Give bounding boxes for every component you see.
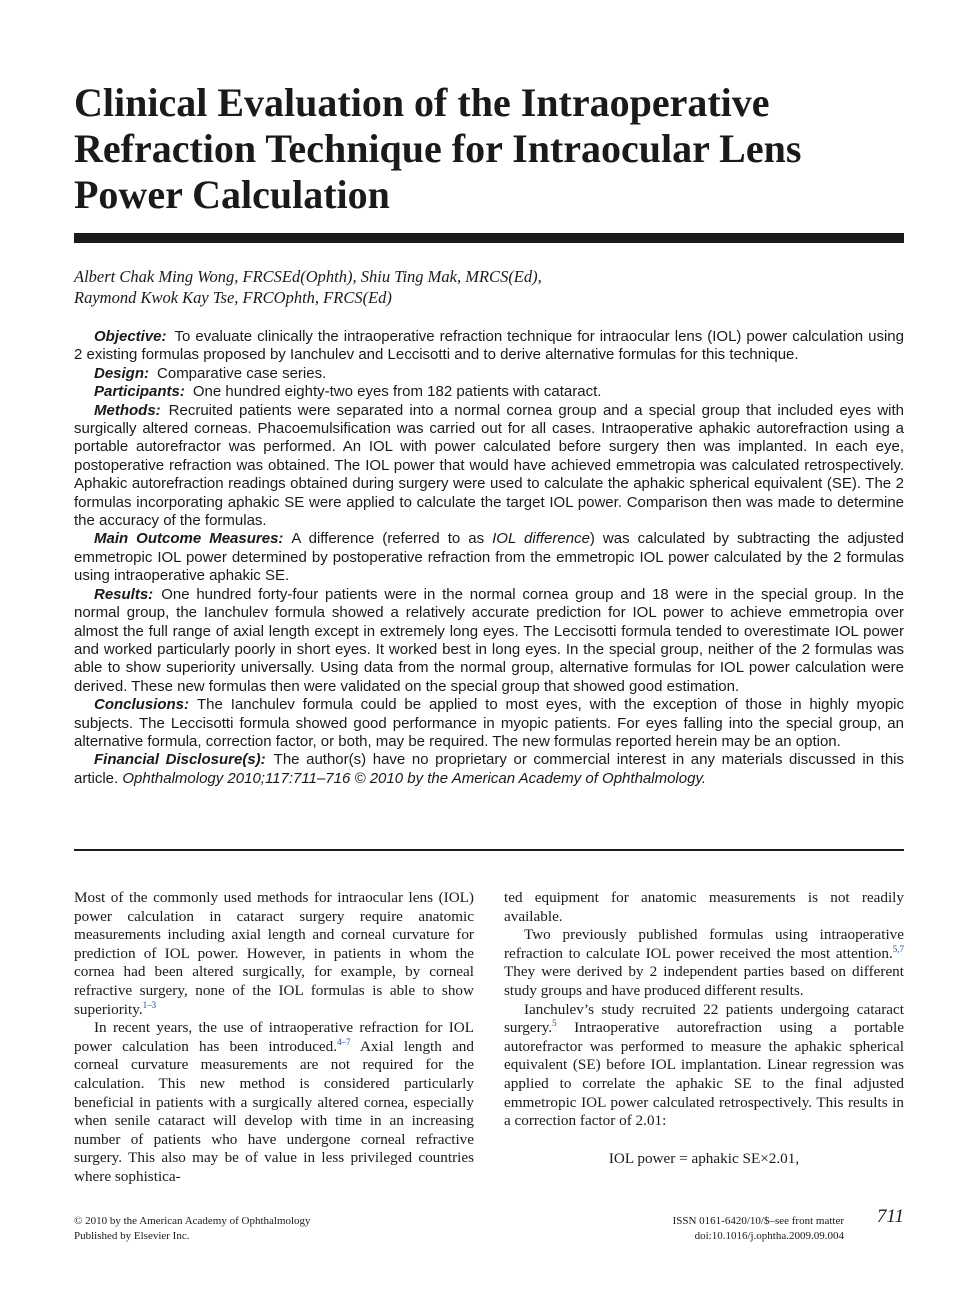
- copyright-line: © 2010 by the American Academy of Ophthalmology: [74, 1215, 311, 1227]
- body-paragraph: [74, 889, 474, 1019]
- paragraph-text: Two previously published formulas using intraoperative refraction to calculate IOL power received the most attention.: [504, 926, 904, 962]
- reference-link[interactable]: 5,7: [892, 943, 904, 954]
- journal-citation: Ophthalmology 2010;117:711–716 © 2010 by the American Academy of Ophthalmology.: [122, 769, 706, 787]
- publisher-line: Published by Elsevier Inc.: [74, 1230, 190, 1242]
- abstract-design: [74, 365, 904, 383]
- abstract-disclosure: [74, 751, 904, 788]
- section-label: Conclusions:: [94, 696, 190, 714]
- abstract: [74, 328, 904, 788]
- paragraph-text: Axial length and corneal curvature measurements are not required for the calculation. This new method is considered particularly beneficial in patients with a surgically altered cornea, especially when senile cataract will develop with time in an increasing number of patients who have undergone corneal refractive surgery. This also may be of value in less privileged countries where sophistica-: [74, 1037, 474, 1185]
- abstract-participants: [74, 383, 904, 401]
- author-list: [74, 266, 904, 308]
- section-label: Financial Disclosure(s):: [94, 751, 266, 769]
- body-paragraph: [74, 1019, 474, 1186]
- paragraph-text: ted equipment for anatomic measurements is not readily available.: [504, 889, 904, 925]
- title-rule: [74, 233, 904, 243]
- abstract-results: [74, 586, 904, 696]
- section-label: Main Outcome Measures:: [94, 530, 284, 548]
- paragraph-text: In recent years, the use of intraoperative refraction for IOL power calculation has been introduced.: [74, 1019, 474, 1055]
- article-title: Clinical Evaluation of the Intraoperative Refraction Technique for Intraocular Lens Power Calculation: [74, 80, 802, 217]
- page-number: 711: [876, 1206, 904, 1227]
- reference-link[interactable]: 5: [552, 1018, 557, 1029]
- section-text: To evaluate clinically the intraoperative refraction technique for intraocular lens (IOL) power calculation using 2 existing formulas proposed by Ianchulev and Leccisotti and to derive alternative formulas for this technique.: [74, 328, 904, 364]
- abstract-conclusions: [74, 696, 904, 751]
- section-text: The Ianchulev formula could be applied to most eyes, with the exception of those in highly myopic subjects. The Leccisotti formula showed good performance in myopic patients. For eyes falling into the special group, an alternative formula, correction factor, or both, may be required. The new formulas reported herein may be an option.: [74, 696, 904, 750]
- issn-line: ISSN 0161-6420/10/$–see front matter: [672, 1215, 844, 1227]
- section-label: Objective:: [94, 328, 167, 345]
- footer-issn-block: [560, 1214, 844, 1244]
- author-line: Albert Chak Ming Wong, FRCSEd(Ophth), Shiu Ting Mak, MRCS(Ed),: [74, 267, 542, 286]
- paragraph-text: Intraoperative autorefraction using a portable autorefractor was performed to measure the aphakic spherical equivalent (SE) before IOL implantation. Linear regression was applied to correlate the aphakic SE to the final adjusted emmetropic IOL power calculated retrospectively. This results in a correction factor of 2.01:: [504, 1019, 904, 1130]
- section-text: One hundred forty-four patients were in the normal cornea group and 18 were in the special group. In the normal group, the Ianchulev formula showed a relatively accurate prediction for IOL power to achieve emmetropia over almost the full range of axial length except in extremely long eyes. The Leccisotti formula tended to overestimate IOL power and worked particularly poorly in short eyes. It worked best in long eyes. In the special group, neither of the 2 formulas was able to show superiority universally. Using data from the normal group, alternative formulas for IOL power calculation were derived. These new formulas then were validated on the special group that showed good estimation.: [74, 585, 904, 695]
- section-label: Methods:: [94, 401, 161, 419]
- body-paragraph: [504, 889, 904, 926]
- section-label: Participants:: [94, 383, 185, 401]
- abstract-outcome-measures: [74, 530, 904, 585]
- paragraph-text: They were derived by 2 independent parties based on different study groups and have produced different results.: [504, 963, 904, 999]
- section-text: One hundred eighty-two eyes from 182 patients with cataract.: [192, 383, 602, 401]
- equation: IOL power = aphakic SE×2.01,: [608, 1149, 800, 1167]
- body-column-left: [74, 889, 474, 1187]
- footer-copyright-block: [74, 1214, 474, 1244]
- body-paragraph: [504, 926, 904, 1000]
- section-label: Results:: [94, 585, 154, 603]
- section-text: The author(s) have no proprietary or commercial interest in any materials discussed in this article.: [74, 751, 904, 787]
- body-paragraph: [504, 1001, 904, 1131]
- emphasis-term: IOL difference: [492, 530, 590, 548]
- section-text: Comparative case series.: [157, 364, 327, 382]
- paragraph-text: Most of the commonly used methods for intraocular lens (IOL) power calculation in cataract surgery require anatomic measurements including axial length and corneal curvature for prediction of IOL power. However, in patients in whom the cornea had been altered surgically, for example, by corneal refractive surgery, none of the IOL formulas is able to show superiority.: [74, 889, 474, 1018]
- abstract-objective: [74, 328, 904, 365]
- section-text: Recruited patients were separated into a normal cornea group and a special group that included eyes with surgically altered corneas. Phacoemulsification was carried out for all cases. Intraoperative aphakic autorefraction using a portable autorefractor was performed. An IOL with power calculated before surgery then was implanted. In each eye, postoperative refraction was obtained. The IOL power that would have achieved emmetropia was calculated retrospectively. Aphakic autorefraction readings obtained during surgery were used to calculate the aphakic spherical equivalent (SE). The 2 formulas incorporating aphakic SE were applied to calculate the target IOL power. Comparison then was made to determine the accuracy of the formulas.: [74, 401, 904, 530]
- doi-link[interactable]: doi:10.1016/j.ophtha.2009.09.004: [694, 1230, 844, 1242]
- abstract-methods: [74, 402, 904, 531]
- section-label: Design:: [94, 364, 150, 382]
- body-column-right: [504, 889, 904, 1168]
- reference-link[interactable]: 1–3: [142, 999, 157, 1010]
- section-text: ) was calculated by subtracting the adjusted emmetropic IOL power determined by postoperative refraction from the emmetropic IOL power calculated by the 2 formulas using intraoperative aphakic SE.: [74, 530, 904, 585]
- section-text: A difference (referred to as: [291, 530, 493, 548]
- reference-link[interactable]: 4–7: [337, 1036, 351, 1047]
- abstract-rule: [74, 849, 904, 851]
- author-line: Raymond Kwok Kay Tse, FRCOphth, FRCS(Ed): [74, 288, 392, 307]
- paragraph-text: Ianchulev’s study recruited 22 patients undergoing cataract surgery.: [504, 1000, 904, 1037]
